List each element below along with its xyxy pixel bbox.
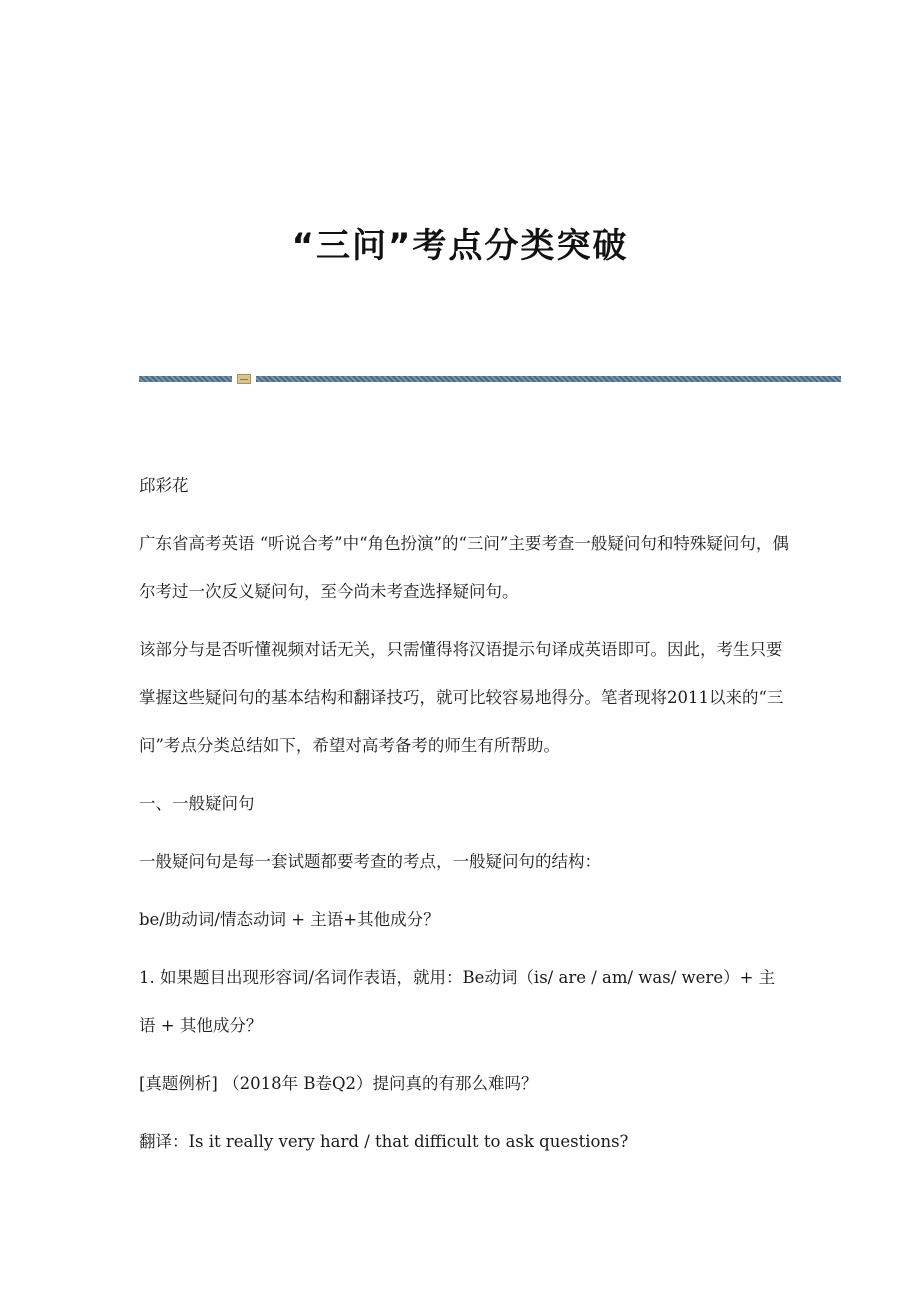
document-body <box>139 472 789 1166</box>
title-divider <box>139 374 841 384</box>
paragraph-structure-formula: be/助动词/情态动词 + 主语+其他成分？ <box>139 910 440 929</box>
paragraph-example: [真题例析] （2018年 B卷Q2）提问真的有那么难吗？ <box>139 1074 538 1093</box>
paragraph-purpose: 该部分与是否听懂视频对话无关，只需懂得将汉语提示句译成英语即可。因此，考生只要掌握这些疑问句的基本结构和翻译技巧，就可比较容易地得分。笔者现将2011以来的“三问”考点分类总结如下，希望对高考备考的师生有所帮助。 <box>139 640 784 755</box>
paragraph-translation: 翻译：Is it really very hard / that difficult to ask questions? <box>139 1132 629 1151</box>
divider-bar-right <box>256 376 841 382</box>
paragraph-structure-intro: 一般疑问句是每一套试题都要考查的考点，一般疑问句的结构： <box>139 852 601 871</box>
paragraph-intro: 广东省高考英语 “听说合考”中“角色扮演”的“三问”主要考查一般疑问句和特殊疑问句，偶尔考过一次反义疑问句，至今尚未考查选择疑问句。 <box>139 534 789 601</box>
document-title: “三问”考点分类突破 <box>291 226 629 266</box>
section-heading: 一、一般疑问句 <box>139 794 255 813</box>
divider-bar-left <box>139 376 232 382</box>
paragraph-rule-1: 1. 如果题目出现形容词/名词作表语，就用：Be动词（is/ are / am/ was/ were）+ 主语 + 其他成分？ <box>139 968 776 1035</box>
author-name: 邱彩花 <box>139 476 189 495</box>
divider-emblem-icon <box>237 374 251 384</box>
